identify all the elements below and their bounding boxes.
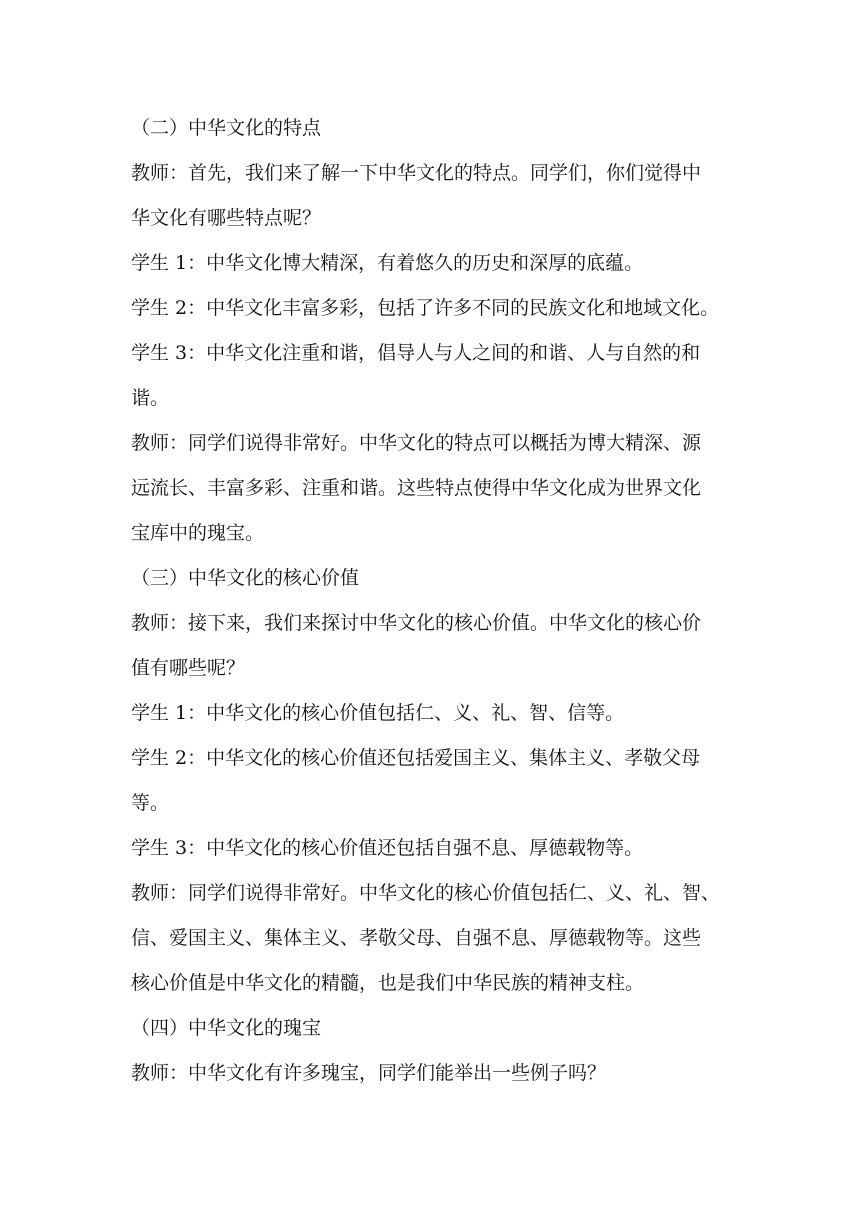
paragraph-line: 宝库中的瑰宝。 [131, 522, 265, 544]
paragraph-line: 学生 2：中华文化的核心价值还包括爱国主义、集体主义、孝敬父母 [131, 747, 701, 769]
paragraph-line: 远流长、丰富多彩、注重和谐。这些特点使得中华文化成为世界文化 [131, 477, 702, 499]
paragraph-line: 学生 1：中华文化博大精深，有着悠久的历史和深厚的底蕴。 [131, 252, 644, 274]
paragraph-line: 教师：中华文化有许多瑰宝，同学们能举出一些例子吗？ [131, 1062, 607, 1084]
paragraph-line: 信、爱国主义、集体主义、孝敬父母、自强不息、厚德载物等。这些 [131, 927, 702, 949]
section-heading: （四）中华文化的瑰宝 [131, 1017, 322, 1039]
paragraph-line: 学生 3：中华文化的核心价值还包括自强不息、厚德载物等。 [131, 837, 644, 859]
section-heading: （二）中华文化的特点 [131, 117, 322, 139]
paragraph-line: 教师：同学们说得非常好。中华文化的核心价值包括仁、义、礼、智、 [131, 882, 721, 904]
paragraph-line: 谐。 [131, 387, 170, 409]
paragraph-line: 学生 3：中华文化注重和谐，倡导人与人之间的和谐、人与自然的和 [131, 342, 701, 364]
paragraph-line: 等。 [131, 792, 170, 814]
paragraph-line: 教师：接下来，我们来探讨中华文化的核心价值。中华文化的核心价 [131, 612, 702, 634]
paragraph-line: 华文化有哪些特点呢？ [131, 207, 322, 229]
paragraph-line: 值有哪些呢？ [131, 657, 246, 679]
paragraph-line: 学生 1：中华文化的核心价值包括仁、义、礼、智、信等。 [131, 702, 625, 724]
paragraph-line: 教师：同学们说得非常好。中华文化的特点可以概括为博大精深、源 [131, 432, 702, 454]
paragraph-line: 教师：首先，我们来了解一下中华文化的特点。同学们，你们觉得中 [131, 162, 702, 184]
section-heading: （三）中华文化的核心价值 [131, 567, 360, 589]
paragraph-line: 学生 2：中华文化丰富多彩，包括了许多不同的民族文化和地域文化。 [131, 297, 720, 319]
paragraph-line: 核心价值是中华文化的精髓，也是我们中华民族的精神支柱。 [131, 972, 645, 994]
